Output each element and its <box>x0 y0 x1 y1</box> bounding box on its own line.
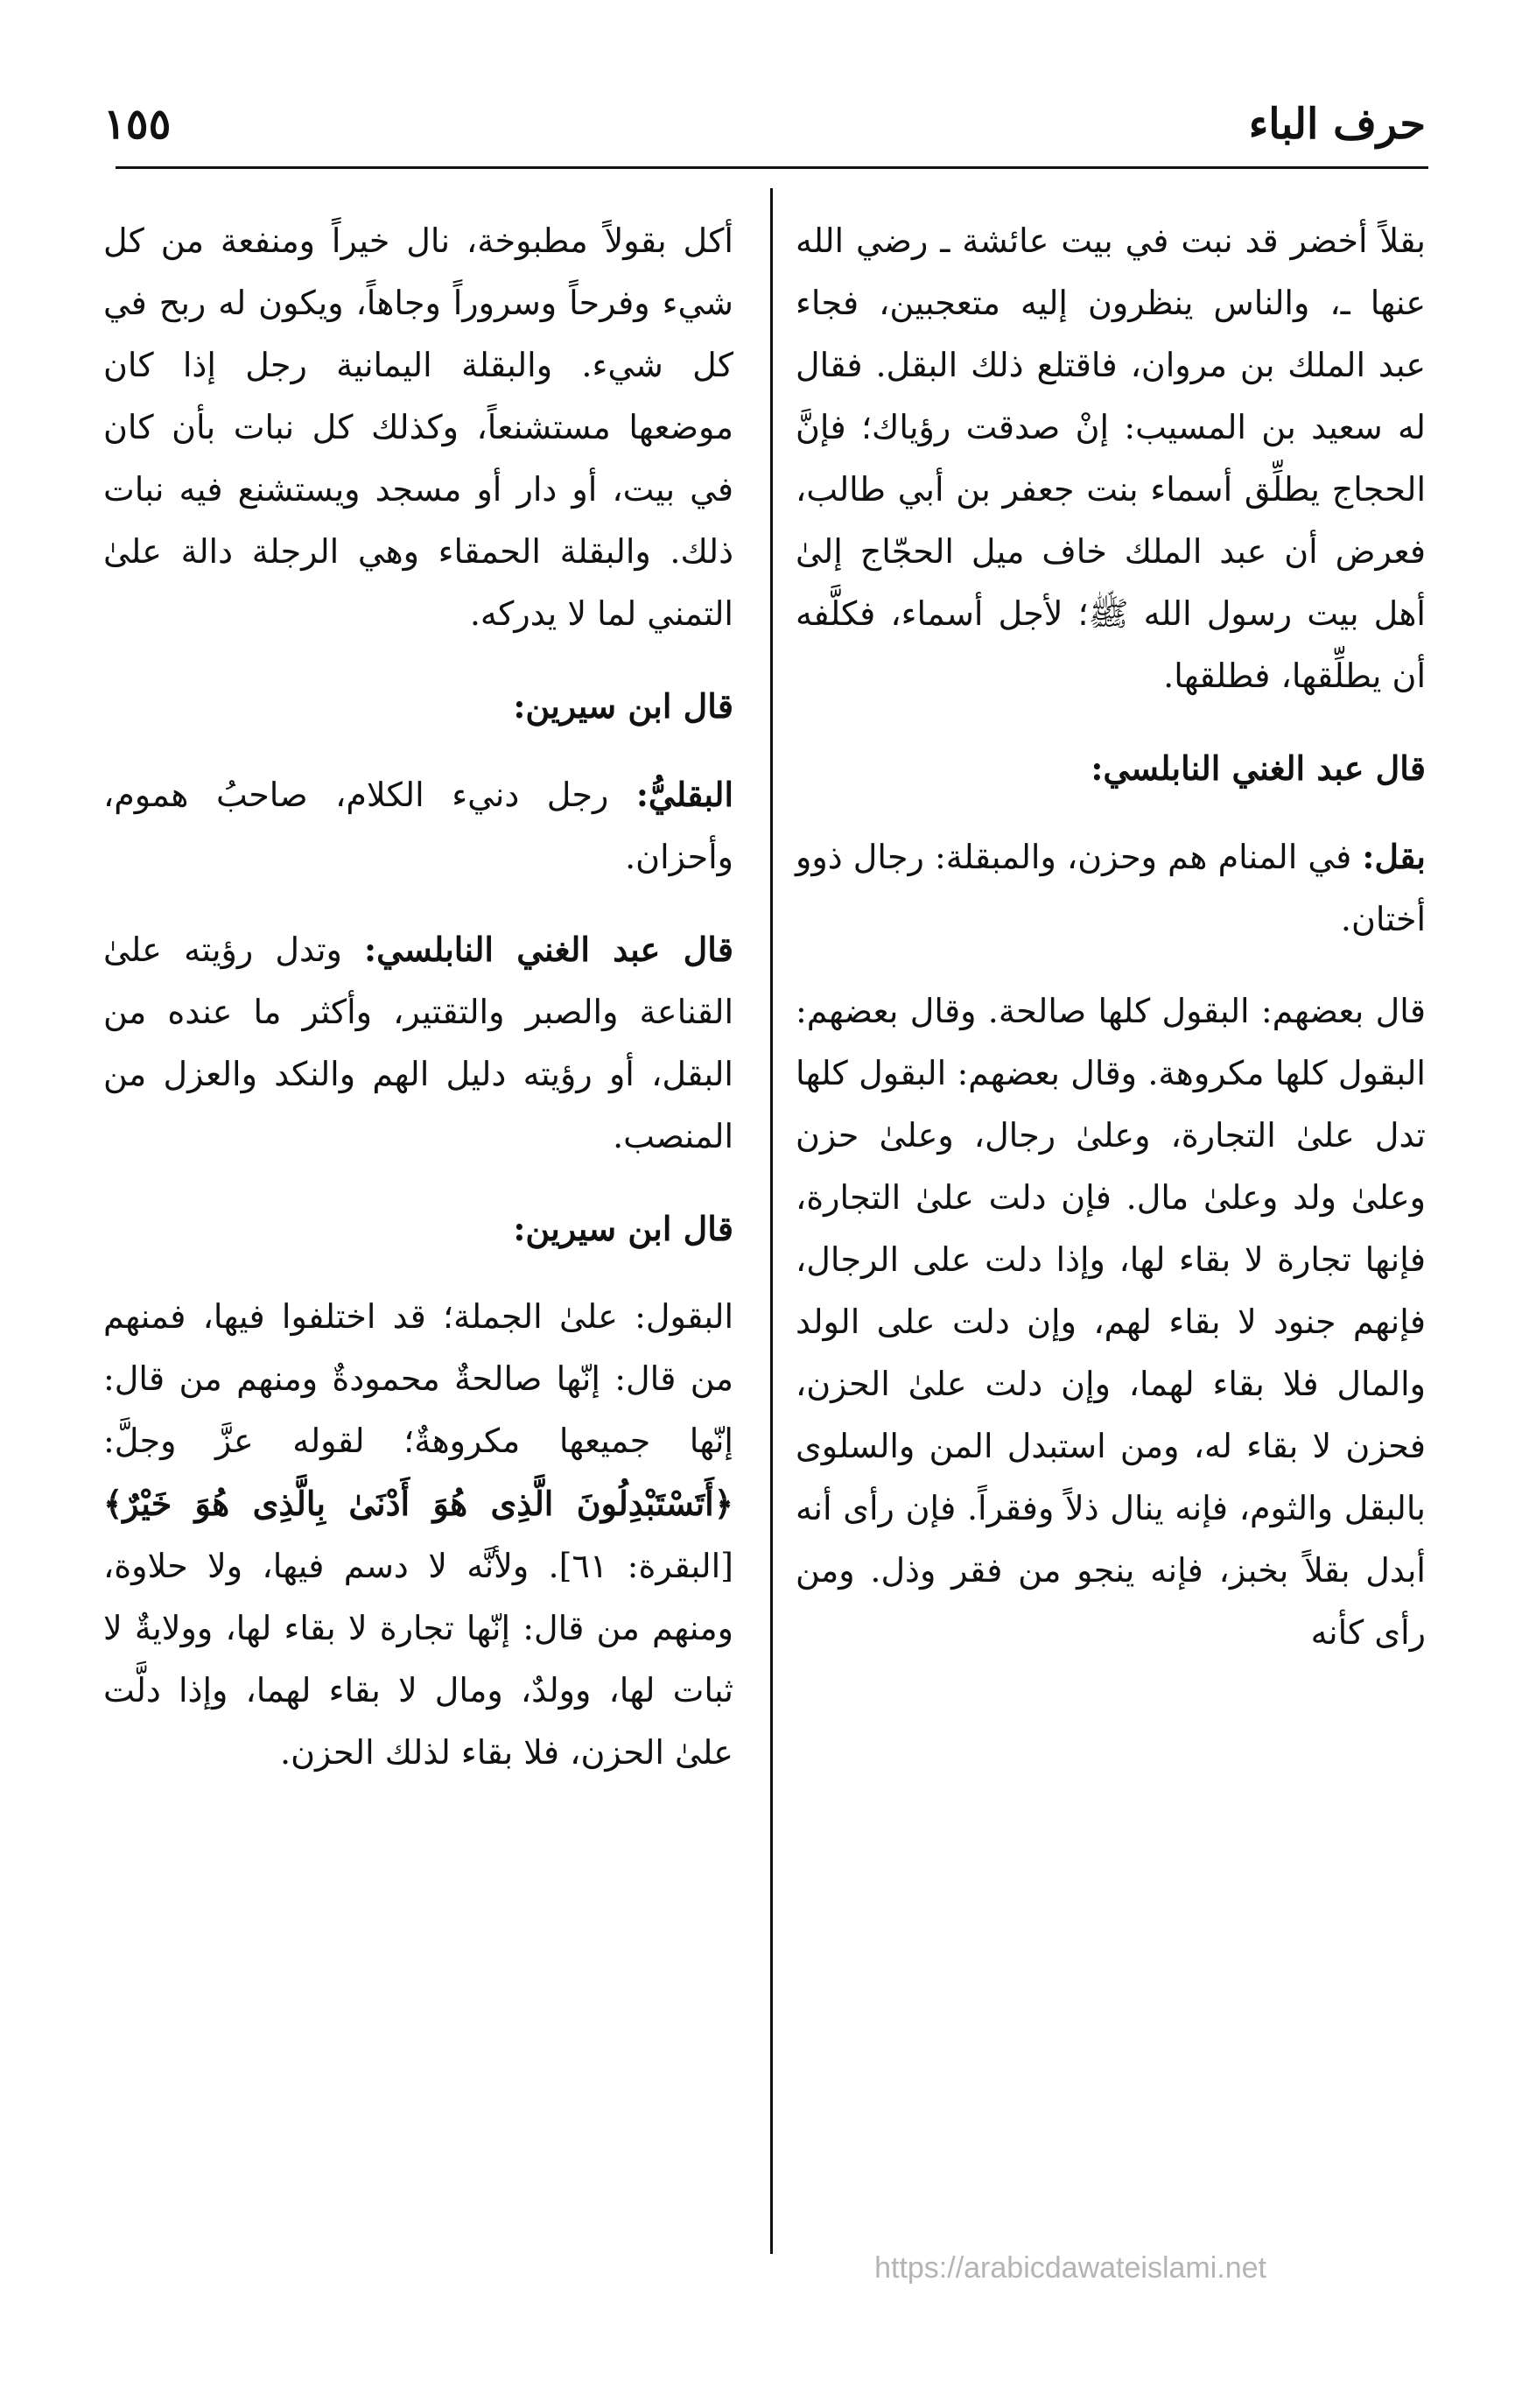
paragraph: بقلاً أخضر قد نبت في بيت عائشة ـ رضي الله عنها ـ، والناس ينظرون إليه متعجبين، فجاء عبد الملك بن مروان، فاقتلع ذلك البقل. فقال له سعيد بن المسيب: إنْ صدقت رؤياك؛ فإنَّ الحجاج يطلِّق أسماء بنت جعفر بن أبي طالب، فعرض أن عبد الملك خاف ميل الحجّاج إلىٰ أهل بيت رسول الله ﷺ؛ لأجل أسماء، فكلَّفه أن يطلِّقها، فطلقها. <box>796 221 1426 695</box>
entry-text: في المنام هم وحزن، والمبقلة: رجال ذوو أختان. <box>796 838 1426 938</box>
column-divider <box>770 188 773 2254</box>
paragraph <box>103 763 733 888</box>
entry-term: بقل: <box>1362 837 1426 876</box>
quran-verse: ﴿أَتَسْتَبْدِلُونَ الَّذِى هُوَ أَدْنَىٰ بِالَّذِى هُوَ خَيْرٌ﴾ <box>103 1484 733 1523</box>
header-rule <box>116 166 1428 169</box>
attribution-inline: قال عبد الغني النابلسي: <box>364 930 733 969</box>
entry-text: وتدل رؤيته علىٰ القناعة والصبر والتقتير، وأكثر ما عنده من البقل، أو رؤيته دليل الهم والنكد والعزل من المنصب. <box>103 930 733 1155</box>
entry-text: رجل دنيء الكلام، صاحبُ هموم، وأحزان. <box>103 776 733 876</box>
page-number: ١٥٥ <box>103 100 172 149</box>
attribution-heading: قال ابن سيرين: <box>513 686 733 726</box>
left-column <box>103 210 733 1784</box>
watermark-url: https://arabicdawateislami.net <box>874 2251 1266 2285</box>
entry-text: [البقرة: ٦١]. ولأنَّه لا دسم فيها، ولا حلاوة، ومنهم من قال: إنّها تجارة لا بقاء لها، وولايةٌ لا ثبات لها، وولدٌ، ومال لا بقاء لهما، وإذا دلَّت علىٰ الحزن، فلا بقاء لذلك الحزن. <box>103 1547 733 1772</box>
paragraph <box>103 1286 733 1784</box>
entry-term: البقليُّ: <box>635 775 733 814</box>
paragraph <box>796 825 1426 951</box>
paragraph: أكل بقولاً مطبوخة، نال خيراً ومنفعة من كل شيء وفرحاً وسروراً وجاهاً، ويكون له ربح في كل شيء. والبقلة اليمانية رجل إذا كان موضعها مستشنعاً، وكذلك كل نبات بأن كان في بيت، أو دار أو مسجد ويستشنع فيه نبات ذلك. والبقلة الحمقاء وهي الرجلة دالة علىٰ التمني لما لا يدركه. <box>103 221 733 633</box>
attribution-heading: قال ابن سيرين: <box>513 1209 733 1248</box>
paragraph: قال بعضهم: البقول كلها صالحة. وقال بعضهم: البقول كلها مكروهة. وقال بعضهم: البقول كلها تدل علىٰ التجارة، وعلىٰ رجال، وعلىٰ حزن وعلىٰ ولد وعلىٰ مال. فإن دلت علىٰ التجارة، فإنها تجارة لا بقاء لها، وإذا دلت على الرجال، فإنهم جنود لا بقاء لهم، وإن دلت على الولد والمال فلا بقاء لهما، وإن دلت علىٰ الحزن، فحزن لا بقاء له، ومن استبدل المن والسلوى بالبقل والثوم، فإنه ينال ذلاً وفقراً. فإن رأى أنه أبدل بقلاً بخبز، فإنه ينجو من فقر وذل. ومن رأى كأنه <box>796 992 1426 1652</box>
entry-text: البقول: علىٰ الجملة؛ قد اختلفوا فيها، فمنهم من قال: إنّها صالحةٌ محمودةٌ ومنهم من قال: إنّها جميعها مكروهةٌ؛ لقوله عزَّ وجلَّ: <box>103 1297 733 1460</box>
attribution-heading: قال عبد الغني النابلسي: <box>1091 748 1426 788</box>
paragraph <box>103 918 733 1168</box>
right-column <box>796 210 1426 1664</box>
running-title: حرف الباء <box>1248 100 1426 149</box>
